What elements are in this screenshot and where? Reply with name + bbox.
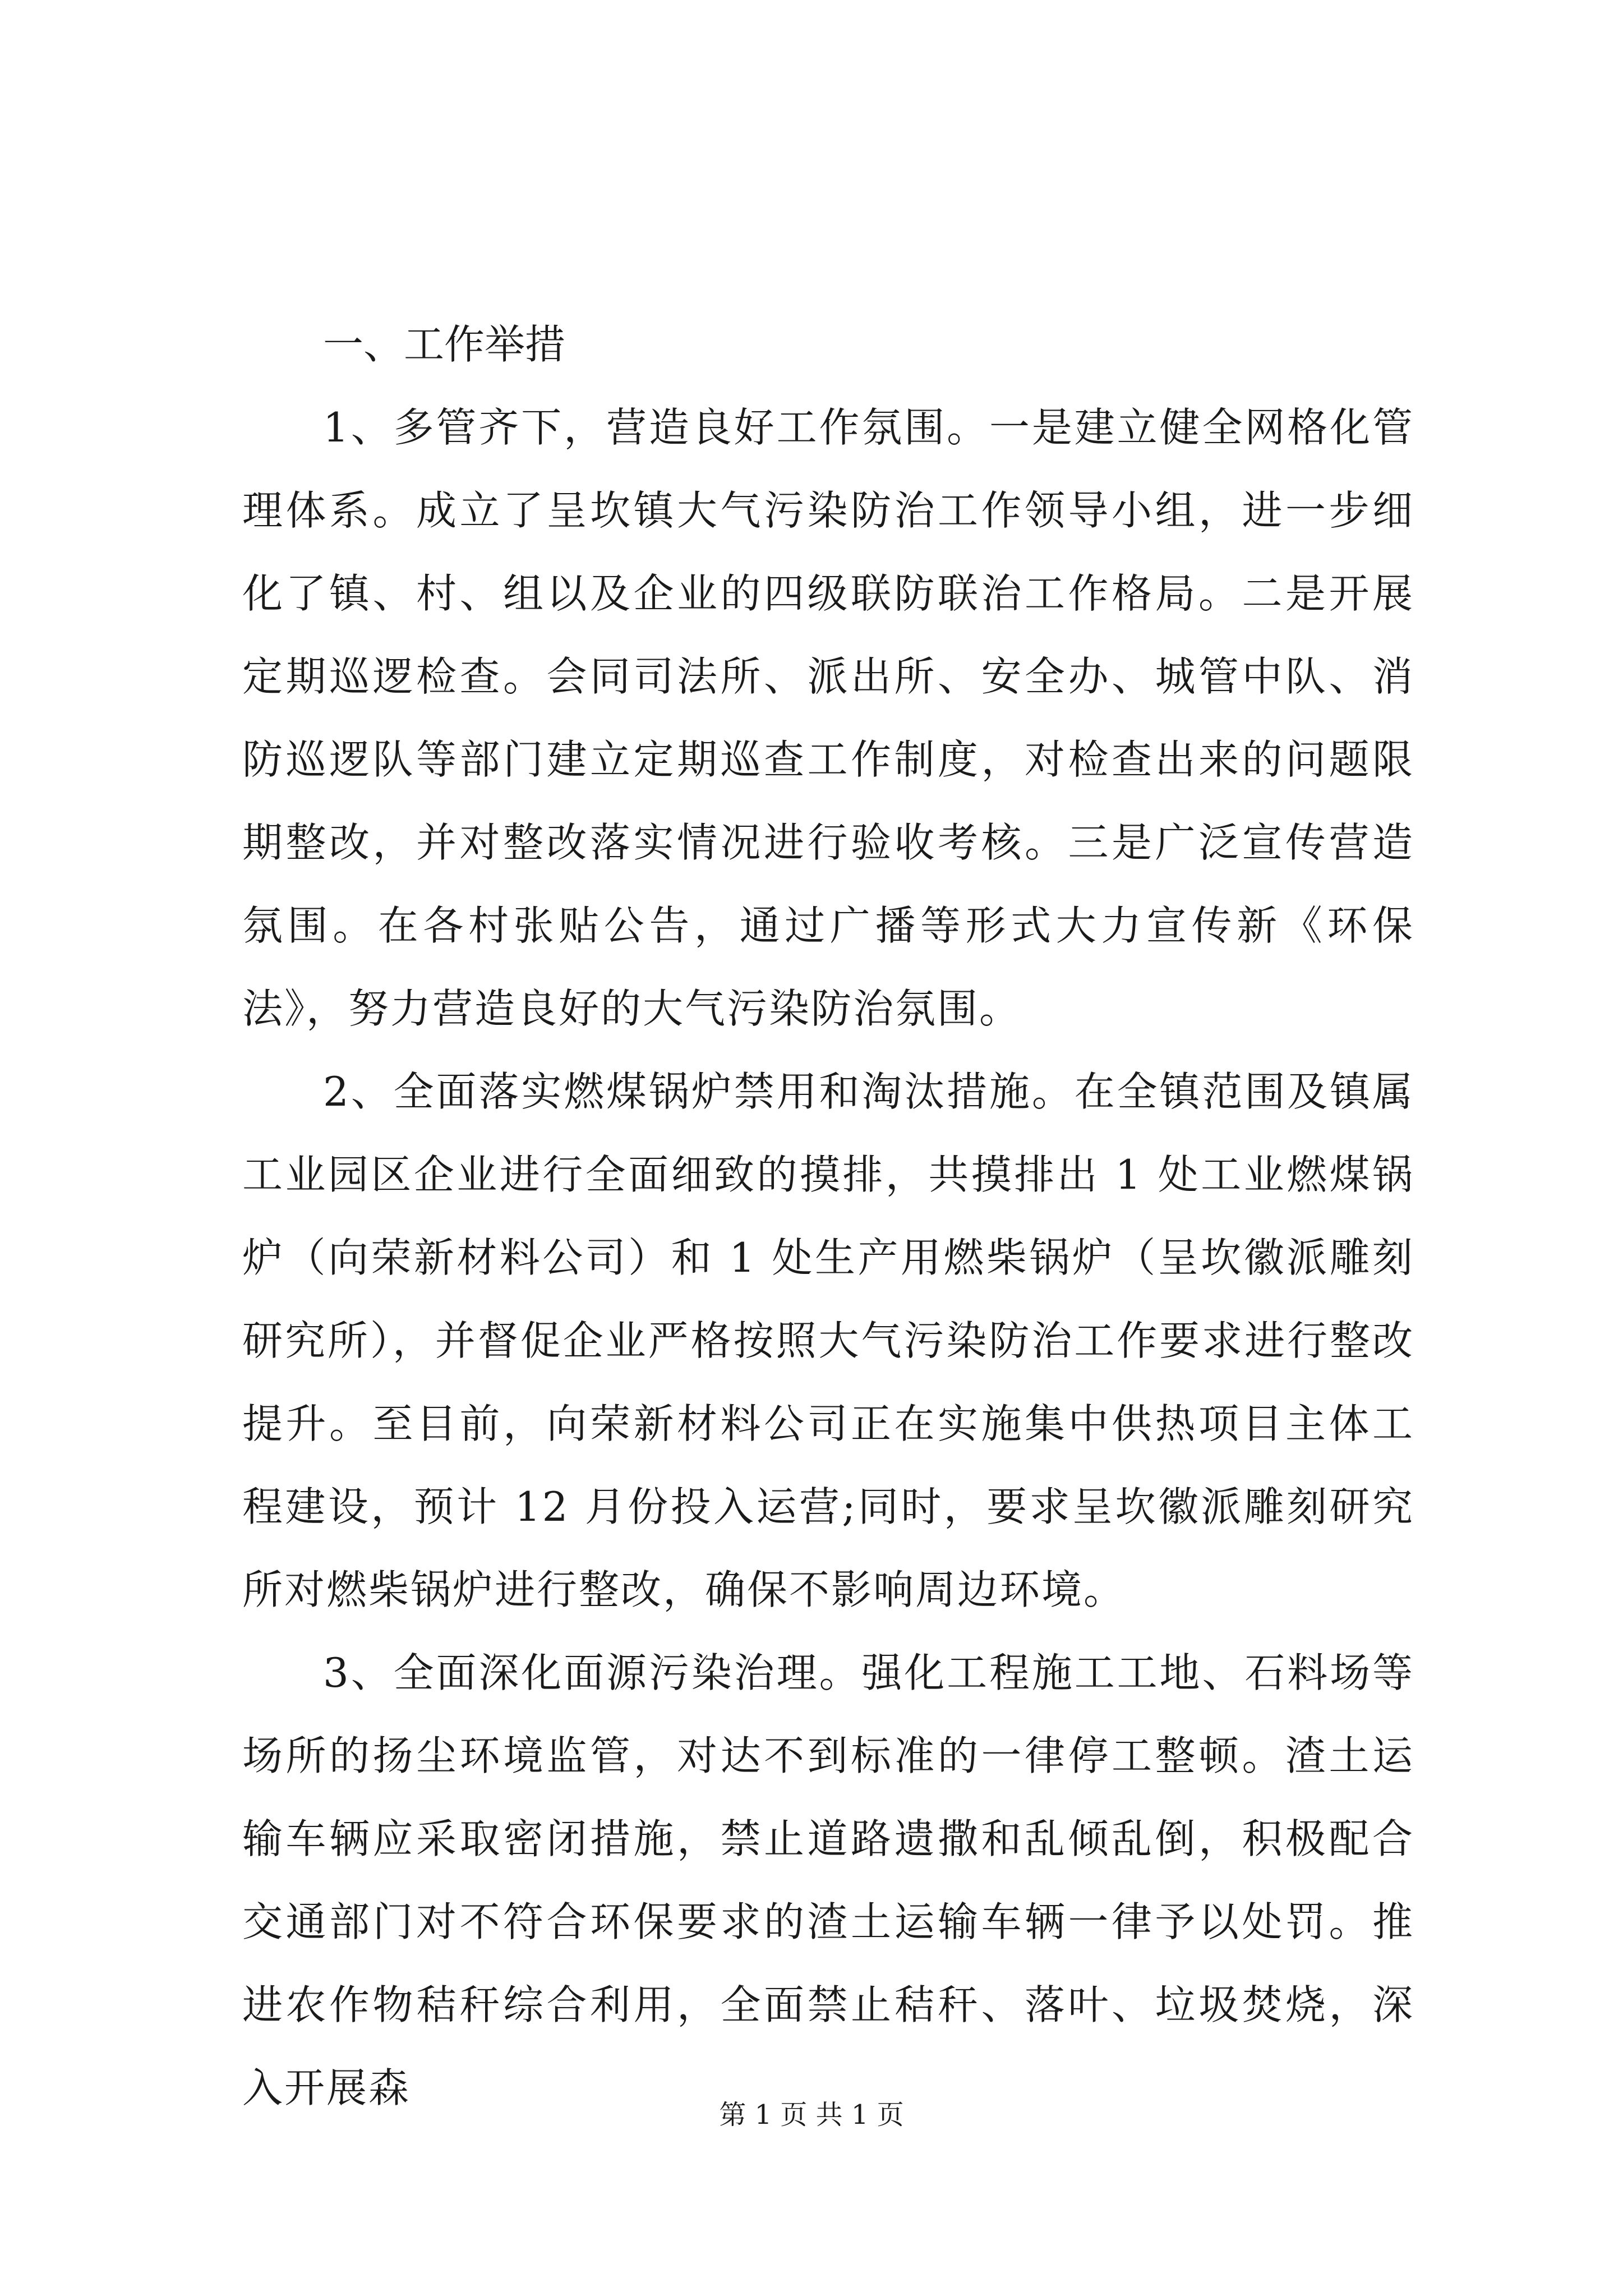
section-heading: 一、工作举措 [323,321,566,368]
paragraph-2: 2、全面落实燃煤锅炉禁用和淘汰措施。在全镇范围及镇属工业园区企业进行全面细致的摸排，共摸排出 1 处工业燃煤锅炉（向荣新材料公司）和 1 处生产用燃柴锅炉（呈坎徽派雕刻研究所），并督促企业严格按照大气污染防治工作要求进行整改提升。至目前，向荣新材料公司正在实施集中供热项目主体工程建设，预计 12 月份投入运营;同时，要求呈坎徽派雕刻研究所对燃柴锅炉进行整改，确保不影响周边环境。 [242,1068,1414,1613]
document-body [242,303,1414,2129]
paragraph-1: 1、多管齐下，营造良好工作氛围。一是建立健全网格化管理体系。成立了呈坎镇大气污染防治工作领导小组，进一步细化了镇、村、组以及企业的四级联防联治工作格局。二是开展定期巡逻检查。会同司法所、派出所、安全办、城管中队、消防巡逻队等部门建立定期巡查工作制度，对检查出来的问题限期整改，并对整改落实情况进行验收考核。三是广泛宣传营造氛围。在各村张贴公告，通过广播等形式大力宣传新《环保法》，努力营造良好的大气污染防治氛围。 [242,404,1414,1032]
paragraph-3: 3、全面深化面源污染治理。强化工程施工工地、石料场等场所的扬尘环境监管，对达不到标准的一律停工整顿。渣土运输车辆应采取密闭措施，禁止道路遗撒和乱倾乱倒，积极配合交通部门对不符合环保要求的渣土运输车辆一律予以处罚。推进农作物秸秆综合利用，全面禁止秸秆、落叶、垃圾焚烧，深入开展森 [242,1649,1414,2111]
page-footer: 第 1 页 共 1 页 [719,2099,904,2131]
